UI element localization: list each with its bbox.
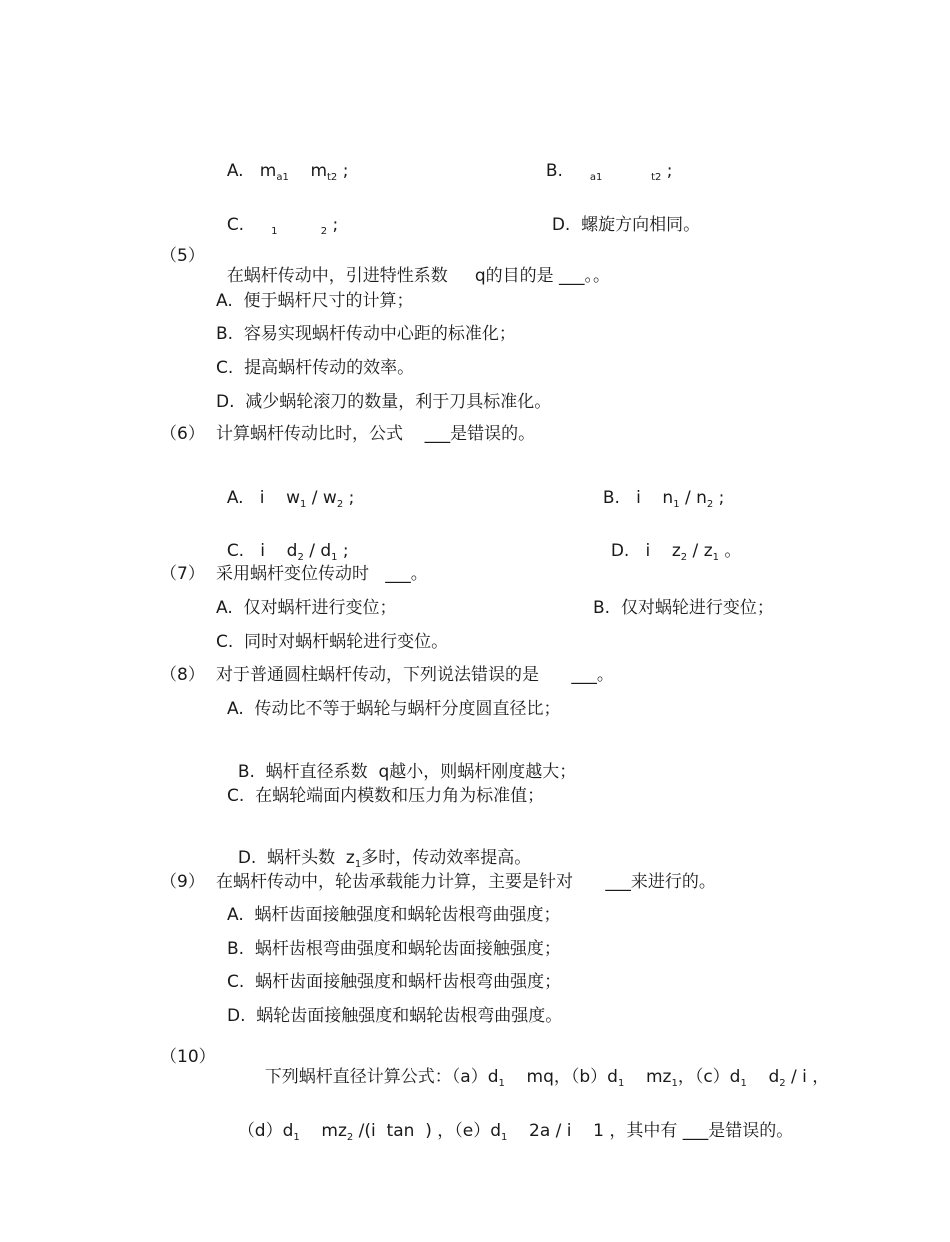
q5-number: （5） xyxy=(160,246,205,266)
q4-option-d: D. 螺旋方向相同。 xyxy=(551,215,701,235)
q10-formula-line-2: $(d)d_1$ $mz_2$ /(i tan ) ，$(e)d_1$ 2a / i 1 ，其中有 ___是错误的。 xyxy=(237,1121,794,1143)
q10-formula-line-1: 下列蜗杆直径计算公式：$(a)d_1$ mq，$(b)d_1$ $mz_1$，$(c)d_1$ $d_2$ / i ， xyxy=(264,1067,830,1089)
q9-option-b: B. 蜗杆齿根弯曲强度和蜗轮齿面接触强度； xyxy=(227,939,561,959)
q7-option-a: A. 仅对蜗杆进行变位； xyxy=(216,598,397,618)
q7-number: （7） xyxy=(160,564,205,584)
q6-number: （6） xyxy=(160,424,205,444)
q6-stem: 计算蜗杆传动比时，公式 ___是错误的。 xyxy=(216,424,536,444)
q9-option-c: C. 蜗杆齿面接触强度和蜗杆齿根弯曲强度； xyxy=(227,972,562,992)
q6-option-b: B. i $n_1 / n_2$ ; xyxy=(602,488,725,510)
q4-option-b: B. $_{a1}$ $_{t2}$ ; xyxy=(545,161,673,183)
q5-option-b: B. 容易实现蜗杆传动中心距的标准化； xyxy=(216,324,516,344)
q6-option-c: C. i $d_2 / d_1$ ; xyxy=(226,541,349,563)
q8-option-c: C. 在蜗轮端面内模数和压力角为标准值； xyxy=(227,786,545,806)
q9-option-d: D. 蜗轮齿面接触强度和蜗轮齿根弯曲强度。 xyxy=(227,1006,563,1026)
q5-option-c: C. 提高蜗杆传动的效率。 xyxy=(216,358,415,378)
q7-option-c: C. 同时对蜗杆蜗轮进行变位。 xyxy=(216,632,449,652)
q5-option-d: D. 减少蜗轮滚刀的数量，利于刀具标准化。 xyxy=(216,392,552,412)
q9-option-a: A. 蜗杆齿面接触强度和蜗轮齿根弯曲强度； xyxy=(227,905,561,925)
q7-stem: 采用蜗杆变位传动时 ___。 xyxy=(216,564,428,584)
q4-option-a: A. $m_{a1}$ $m_{t2}$ ; xyxy=(226,161,349,183)
q4-option-c: C. $_1$ $_2$ ; xyxy=(226,215,339,237)
q7-option-b: B. 仅对蜗轮进行变位； xyxy=(593,598,774,618)
q8-option-b: B. 蜗杆直径系数 q越小，则蜗杆刚度越大； xyxy=(237,762,577,782)
q8-number: （8） xyxy=(160,665,205,685)
q9-stem: 在蜗杆传动中，轮齿承载能力计算，主要是针对 ___来进行的。 xyxy=(216,872,716,892)
q5-stem: 在蜗杆传动中，引进特性系数 q的目的是 ___。。 xyxy=(226,266,611,286)
q10-number: （10） xyxy=(160,1047,216,1067)
q5-option-a: A. 便于蜗杆尺寸的计算； xyxy=(216,291,414,311)
q8-option-d: D. 蜗杆头数 $z_1$多时，传动效率提高。 xyxy=(237,848,532,870)
q6-option-a: A. i $w_1 / w_2$ ; xyxy=(226,488,355,510)
q9-number: （9） xyxy=(160,872,205,892)
q8-option-a: A. 传动比不等于蜗轮与蜗杆分度圆直径比； xyxy=(227,699,561,719)
q6-option-d: D. i $z_2 / z_1$ 。 xyxy=(610,541,742,563)
q8-stem: 对于普通圆柱蜗杆传动，下列说法错误的是 ___。 xyxy=(216,665,614,685)
